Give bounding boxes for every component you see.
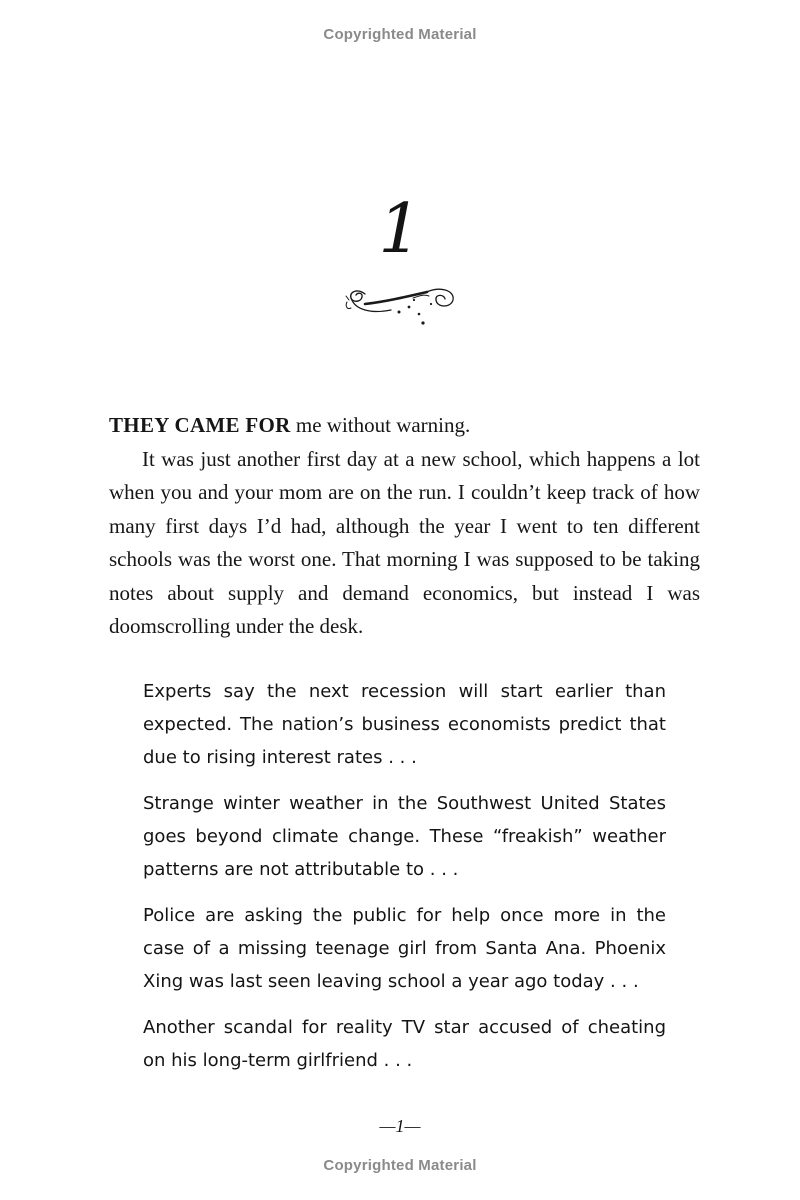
body-paragraph: It was just another first day at a new school, which happens a lot when you and your mom are on the run. I couldn’t keep track of how many first days I’d had, although the year I went to ten different schools was the worst one. That morning I was supposed to be taking notes about supply and demand economics, but instead I was doomscrolling under the desk. — [109, 446, 700, 638]
news-item: Another scandal for reality TV star accused of cheating on his long-term girlfriend . . . — [143, 1017, 666, 1071]
news-item: Experts say the next recession will start earlier than expected. The nation’s business economists predict that due to rising interest rates . . . — [143, 681, 666, 768]
copyright-notice-bottom: Copyrighted Material — [323, 1157, 477, 1174]
chapter-number: 1 — [378, 190, 422, 269]
news-item: Police are asking the public for help once more in the case of a missing teenage girl from Santa Ana. Phoenix Xing was last seen leaving school a year ago today . . . — [143, 905, 666, 992]
opening-line — [109, 409, 700, 443]
news-item: Strange winter weather in the Southwest United States goes beyond climate change. These “freakish” weather patterns are not attributable to . . . — [143, 793, 666, 880]
page-number: —1— — [379, 1116, 421, 1136]
flourish-ornament-icon — [343, 280, 461, 330]
chapter-body — [109, 409, 700, 644]
opening-lead-caps: THEY CAME FOR — [109, 413, 291, 437]
copyright-notice-top: Copyrighted Material — [323, 26, 477, 43]
opening-lead-rest: me without warning. — [290, 413, 471, 437]
news-feed-excerpt — [143, 675, 666, 1090]
